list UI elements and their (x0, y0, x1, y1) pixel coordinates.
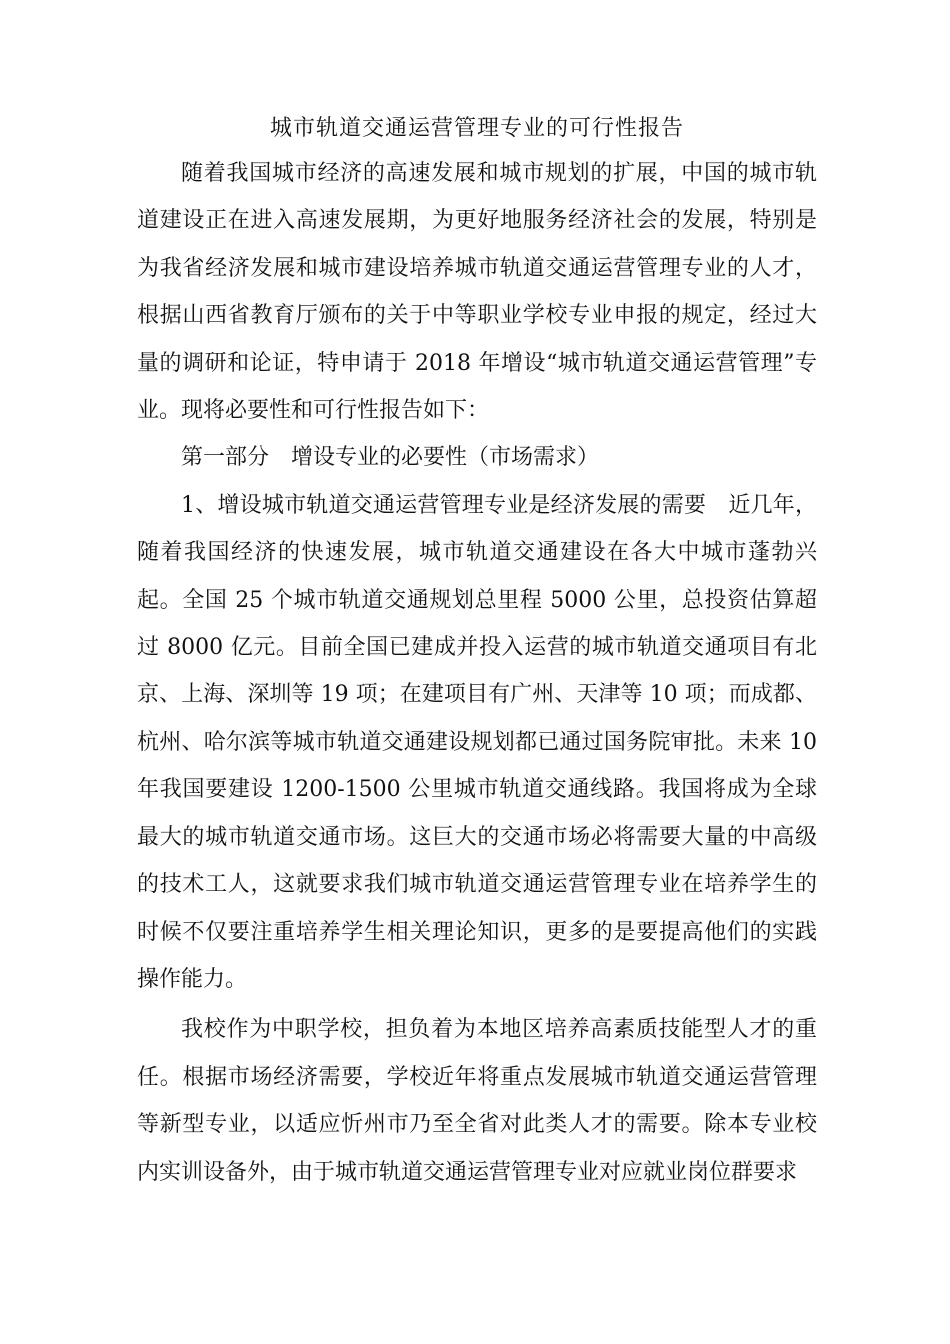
document-page (137, 112, 817, 1196)
document-title: 城市轨道交通运营管理专业的可行性报告 (269, 116, 684, 141)
section-heading-part-one: 第一部分 增设专业的必要性（市场需求） (181, 445, 600, 471)
paragraph-intro: 随着我国城市经济的高速发展和城市规划的扩展，中国的城市轨道建设正在进入高速发展期，为更好地服务经济社会的发展，特别是为我省经济发展和城市建设培养城市轨道交通运营管理专业的人才，根据山西省教育厅颁布的关于中等职业学校专业申报的规定，经过大量的调研和论证，特申请于 2018 年增设“城市轨道交通运营管理”专业。现将必要性和可行性报告如下： (137, 161, 817, 424)
paragraph-school-role: 我校作为中职学校，担负着为本地区培养高素质技能型人才的重任。根据市场经济需要，学校近年将重点发展城市轨道交通运营管理等新型专业，以适应忻州市乃至全省对此类人才的需要。除本专业校内实训设备外，由于城市轨道交通运营管理专业对应就业岗位群要求 (137, 1017, 817, 1185)
paragraph-economic-need: 1、增设城市轨道交通运营管理专业是经济发展的需要 近几年，随着我国经济的快速发展，城市轨道交通建设在各大中城市蓬勃兴起。全国 25 个城市轨道交通规划总里程 5000 公里，总投资估算超过 8000 亿元。目前全国已建成并投入运营的城市轨道交通项目有北京、上海、深圳等 19 项；在建项目有广州、天津等 10 项；而成都、杭州、哈尔滨等城市轨道交通建设规划都已通过国务院审批。未来 10 年我国要建设 1200-1500 公里城市轨道交通线路。我国将成为全球最大的城市轨道交通市场。这巨大的交通市场必将需要大量的中高级的技术工人，这就要求我们城市轨道交通运营管理专业在培养学生的时候不仅要注重培养学生相关理论知识，更多的是要提高他们的实践操作能力。 (137, 492, 817, 992)
